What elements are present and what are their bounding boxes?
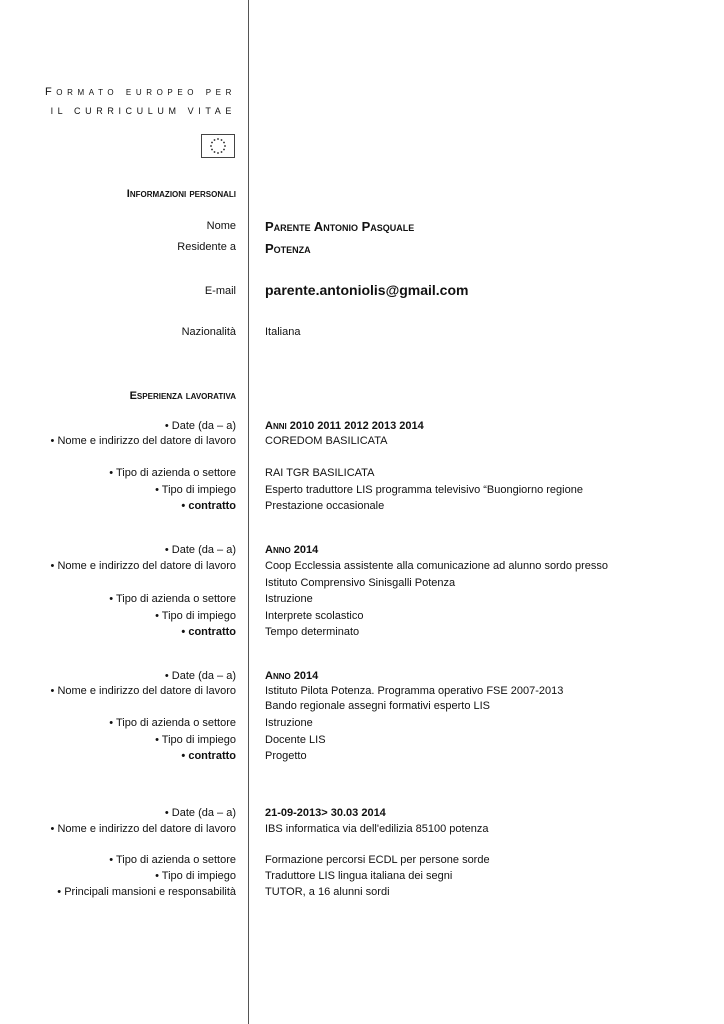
entry3-contract: Progetto (265, 750, 307, 762)
value-nazionalita: Italiana (265, 326, 301, 338)
entry1-employer: COREDOM BASILICATA (265, 435, 388, 447)
label-date: • Date (da – a) (164, 807, 236, 819)
entry3-employer-line2: Bando regionale assegni formativi esperto LIS (265, 700, 491, 712)
column-divider (248, 0, 249, 1024)
entry4-employer: IBS informatica via dell'edilizia 85100 potenza (265, 823, 489, 835)
label-residente: Residente a (177, 241, 236, 253)
section-title-personal: Informazioni personali (126, 188, 236, 200)
label-nome: Nome (206, 220, 236, 232)
label-job: • Tipo di impiego (155, 734, 236, 746)
cv-title-line1: Formato europeo per (44, 86, 236, 98)
entry2-date: Anno 2014 (265, 544, 319, 556)
entry2-job: Interprete scolastico (265, 610, 364, 622)
label-employer: • Nome e indirizzo del datore di lavoro (50, 685, 236, 697)
label-sector: • Tipo di azienda o settore (109, 593, 236, 605)
label-duties: • Principali mansioni e responsabilità (57, 886, 236, 898)
value-nome: Parente Antonio Pasquale (265, 219, 415, 234)
entry2-employer-line2: Istituto Comprensivo Sinisgalli Potenza (265, 577, 456, 589)
value-email: parente.antoniolis@gmail.com (265, 282, 469, 298)
cv-title-line2: IL CURRICULUM VITAE (50, 106, 236, 116)
label-contract: • contratto (181, 626, 236, 638)
entry3-sector: Istruzione (265, 717, 313, 729)
value-residente: Potenza (265, 241, 311, 256)
label-date: • Date (da – a) (164, 670, 236, 682)
label-job: • Tipo di impiego (155, 610, 236, 622)
label-email: E-mail (204, 285, 236, 297)
entry4-duties: TUTOR, a 16 alunni sordi (265, 886, 390, 898)
entry1-contract: Prestazione occasionale (265, 500, 385, 512)
entry2-sector: Istruzione (265, 593, 313, 605)
entry3-job: Docente LIS (265, 734, 326, 746)
entry2-contract: Tempo determinato (265, 626, 360, 638)
entry4-job: Traduttore LIS lingua italiana dei segni (265, 870, 453, 882)
entry3-employer-line1: Istituto Pilota Potenza. Programma operativo FSE 2007-2013 (265, 685, 564, 697)
entry1-sector: RAI TGR BASILICATA (265, 467, 375, 479)
entry1-date: Anni 2010 2011 2012 2013 2014 (265, 420, 424, 432)
entry1-job: Esperto traduttore LIS programma televisivo “Buongiorno regione (265, 484, 583, 496)
section-title-experience: Esperienza lavorativa (129, 390, 236, 402)
eu-flag-icon (201, 134, 235, 158)
entry2-employer-line1: Coop Ecclessia assistente alla comunicazione ad alunno sordo presso (265, 560, 609, 572)
label-contract: • contratto (181, 750, 236, 762)
label-job: • Tipo di impiego (155, 870, 236, 882)
label-employer: • Nome e indirizzo del datore di lavoro (50, 435, 236, 447)
label-date: • Date (da – a) (164, 420, 236, 432)
label-nazionalita: Nazionalità (181, 326, 236, 338)
entry4-sector: Formazione percorsi ECDL per persone sorde (265, 854, 490, 866)
entry4-date: 21-09-2013> 30.03 2014 (265, 807, 386, 819)
label-sector: • Tipo di azienda o settore (109, 717, 236, 729)
label-sector: • Tipo di azienda o settore (109, 854, 236, 866)
label-contract: • contratto (181, 500, 236, 512)
label-employer: • Nome e indirizzo del datore di lavoro (50, 823, 236, 835)
label-date: • Date (da – a) (164, 544, 236, 556)
label-job: • Tipo di impiego (155, 484, 236, 496)
entry3-date: Anno 2014 (265, 670, 319, 682)
label-sector: • Tipo di azienda o settore (109, 467, 236, 479)
label-employer: • Nome e indirizzo del datore di lavoro (50, 560, 236, 572)
